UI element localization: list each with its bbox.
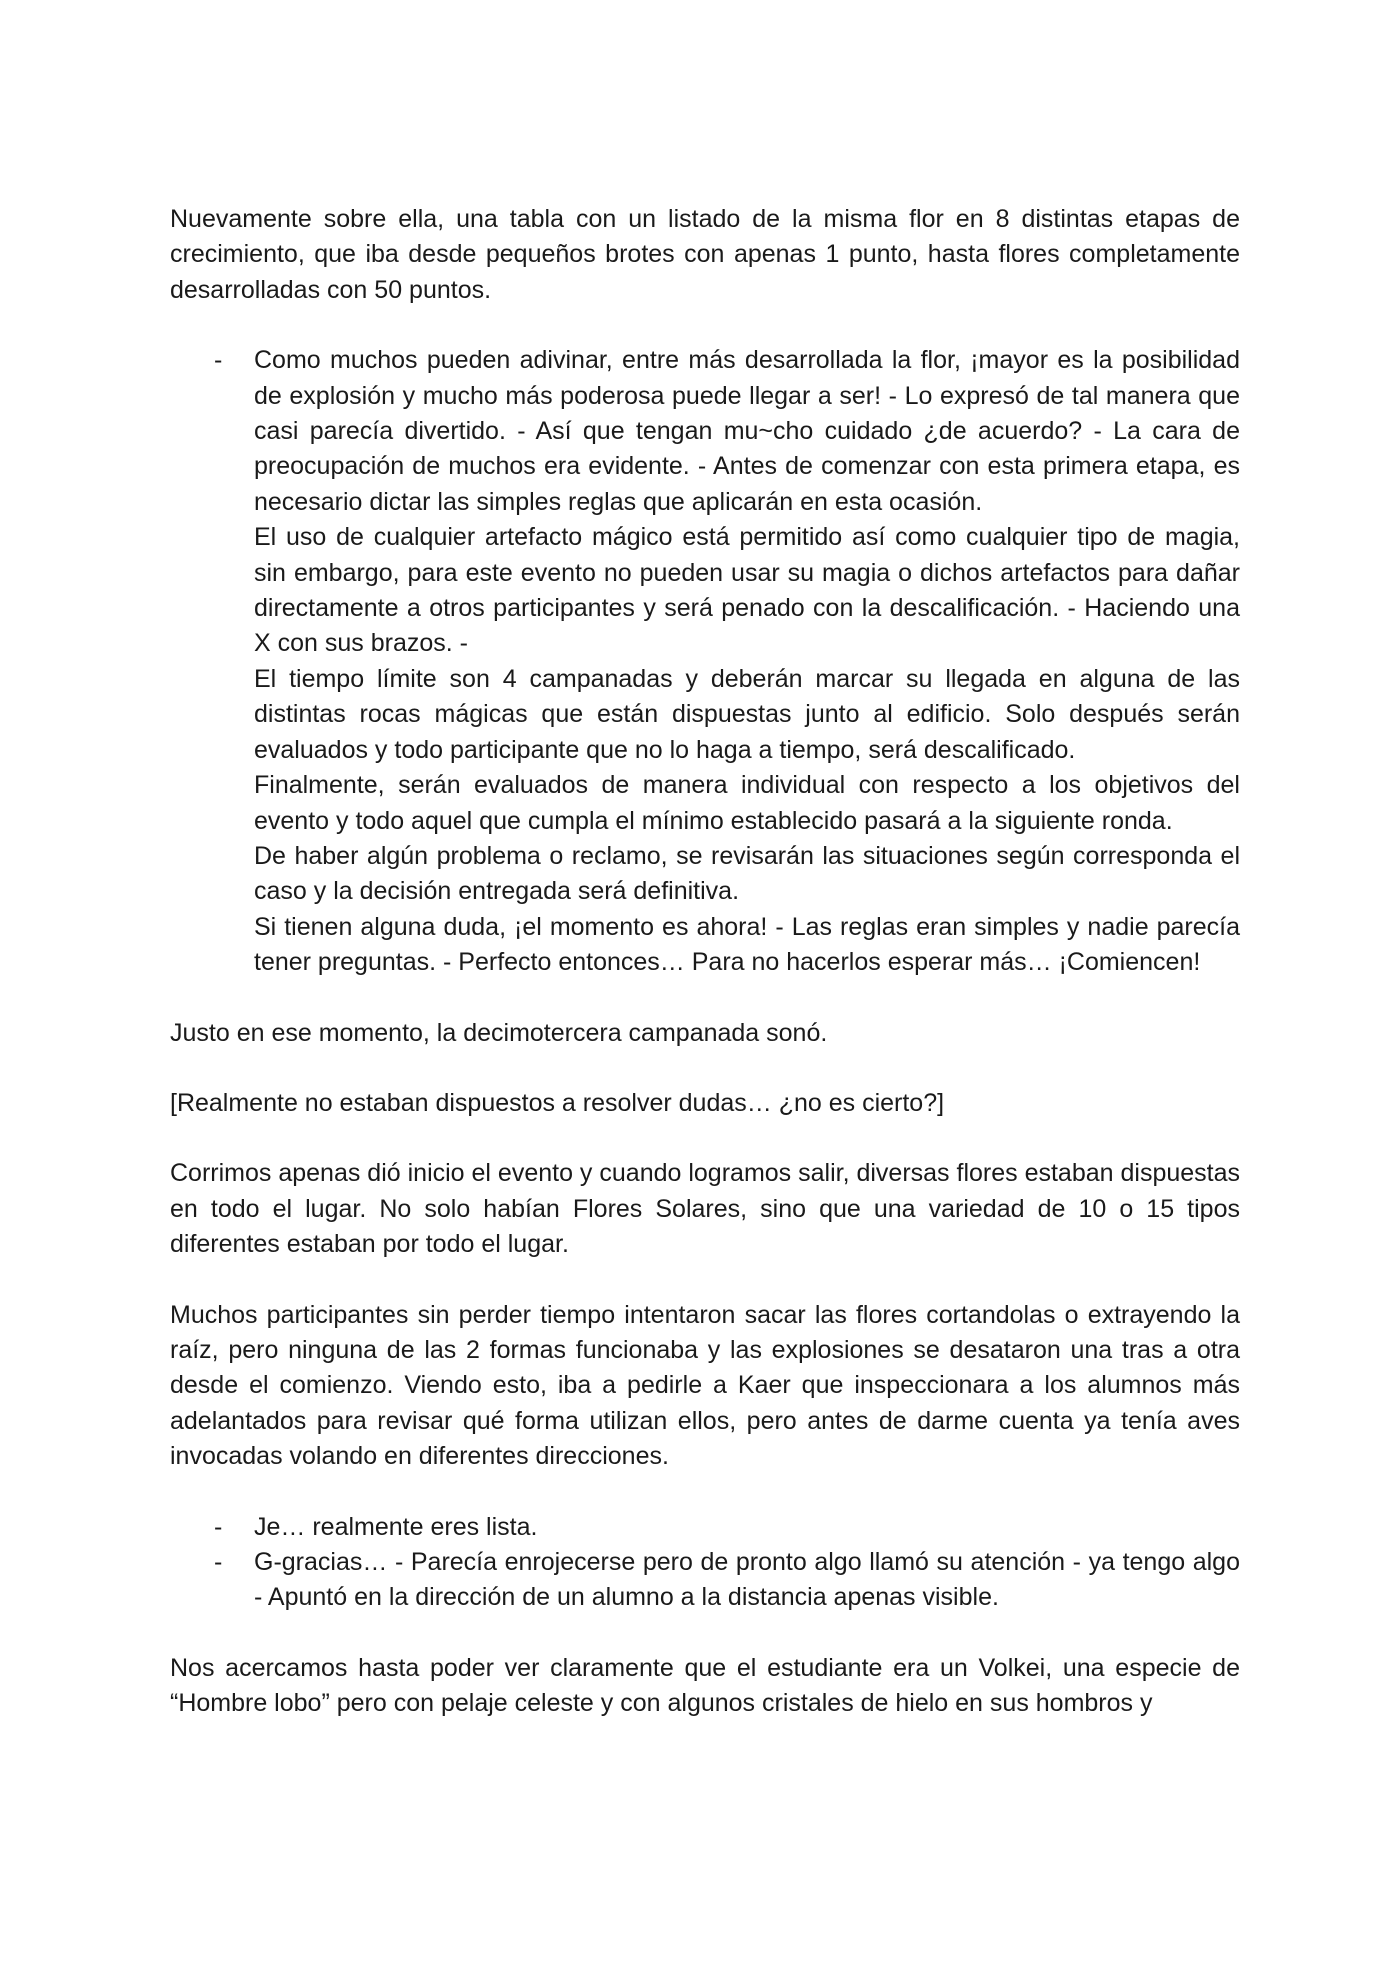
paragraph-volkei: Nos acercamos hasta poder ver claramente que el estudiante era un Volkei, una especie de “Hombre lobo” pero con pelaje celeste y con algunos cristales de hielo en sus hombros y bbox=[170, 1653, 1240, 1718]
dialogue-dash: - bbox=[214, 346, 223, 375]
dialogue-kaer bbox=[170, 1510, 1240, 1616]
paragraph-thought: [Realmente no estaban dispuestos a resolver dudas… ¿no es cierto?] bbox=[170, 1088, 945, 1117]
paragraph-flowers: Corrimos apenas dió inicio el evento y cuando logramos salir, diversas flores estaban dispuestas en todo el lugar. No solo habían Flores Solares, sino que una variedad de 10 o 15 tipos diferentes estaban por todo el lugar. bbox=[170, 1159, 1241, 1259]
paragraph-participants: Muchos participantes sin perder tiempo intentaron sacar las flores cortandolas o extrayendo la raíz, pero ninguna de las 2 formas funcionaba y las explosiones se desataron una tras a otra desde el comienzo. Viendo esto, iba a pedirle a Kaer que inspeccionara a los alumnos más adelantados para revisar qué forma utilizan ellos, pero antes de darme cuenta ya tenía aves invocadas volando en diferentes direcciones. bbox=[170, 1300, 1240, 1471]
paragraph-intro: Nuevamente sobre ella, una tabla con un listado de la misma flor en 8 distintas etapas de crecimiento, que iba desde pequeños brotes con apenas 1 punto, hasta flores completamente desarrolladas con 50 puntos. bbox=[170, 205, 1240, 304]
paragraph-bell: Justo en ese momento, la decimotercera campanada sonó. bbox=[170, 1018, 828, 1047]
dialogue-rules bbox=[170, 343, 1240, 980]
dialogue-line-complaints: De haber algún problema o reclamo, se revisarán las situaciones según corresponda el caso y la decisión entregada será definitiva. bbox=[254, 841, 1240, 906]
dialogue-line: Je… realmente eres lista. bbox=[254, 1512, 538, 1541]
dialogue-line: G-gracias… - Parecía enrojecerse pero de pronto algo llamó su atención - ya tengo algo - Apuntó en la dirección de un alumno a la distancia apenas visible. bbox=[254, 1548, 1240, 1612]
dialogue-item bbox=[170, 1510, 1240, 1545]
dialogue-line-explosion: Como muchos pueden adivinar, entre más desarrollada la flor, ¡mayor es la posibilidad de explosión y mucho más poderosa puede llegar a ser! - Lo expresó de tal manera que casi parecía divertido. - Así que tengan mu~cho cuidado ¿de acuerdo? - La cara de preocupación de muchos era evidente. - Antes de comenzar con esta primera etapa, es necesario dictar las simples reglas que aplicarán en esta ocasión. bbox=[254, 346, 1240, 516]
dialogue-dash: - bbox=[214, 1512, 223, 1541]
dialogue-line-artifacts: El uso de cualquier artefacto mágico está permitido así como cualquier tipo de magia, sin embargo, para este evento no pueden usar su magia o dichos artefactos para dañar directamente a otros participantes y será penado con la descalificación. - Haciendo una X con sus brazos. - bbox=[254, 523, 1240, 658]
dialogue-dash: - bbox=[214, 1548, 223, 1576]
dialogue-line-time-limit: El tiempo límite son 4 campanadas y deberán marcar su llegada en alguna de las distintas rocas mágicas que están dispuestas junto al edificio. Solo después serán evaluados y todo participante que no lo haga a tiempo, será descalificado. bbox=[254, 664, 1240, 764]
dialogue-line-questions: Si tienen alguna duda, ¡el momento es ahora! - Las reglas eran simples y nadie parecía tener preguntas. - Perfecto entonces… Para no hacerlos esperar más… ¡Comiencen! bbox=[254, 912, 1240, 977]
dialogue-item-rules bbox=[170, 343, 1240, 980]
dialogue-line-evaluation: Finalmente, serán evaluados de manera individual con respecto a los objetivos del evento y todo aquel que cumpla el mínimo establecido pasará a la siguiente ronda. bbox=[254, 771, 1240, 835]
dialogue-item bbox=[170, 1545, 1240, 1616]
